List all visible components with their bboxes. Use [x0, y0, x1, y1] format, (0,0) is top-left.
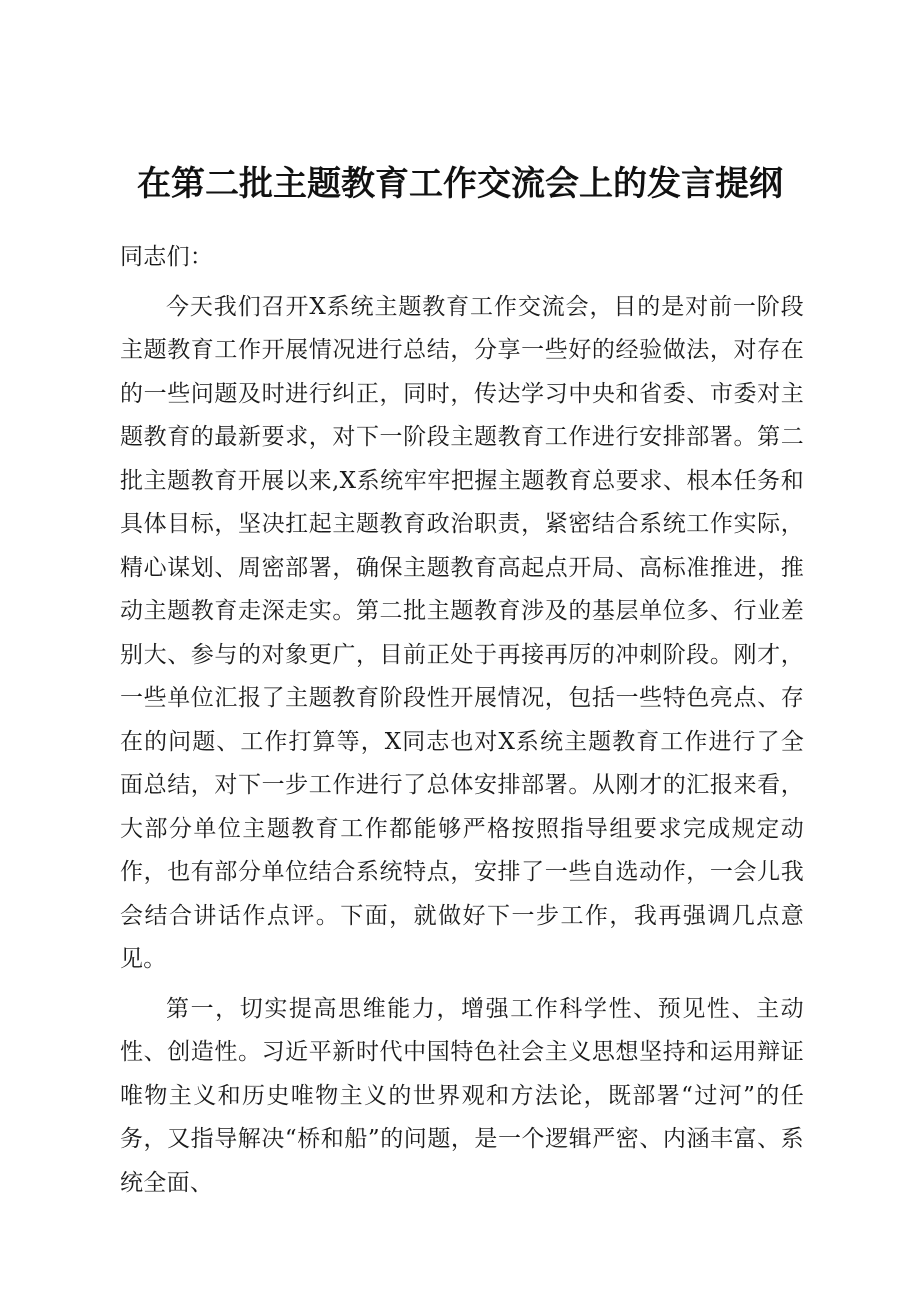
paragraph-2: 第一，切实提高思维能力，增强工作科学性、预见性、主动性、创造性。习近平新时代中国特色社会主义思想坚持和运用辩证唯物主义和历史唯物主义的世界观和方法论，既部署“过河”的任务，又指导解决“桥和船”的问题，是一个逻辑严密、内涵丰富、系统全面、	[120, 995, 804, 1196]
paragraph-1: 今天我们召开X系统主题教育工作交流会，目的是对前一阶段主题教育工作开展情况进行总结，分享一些好的经验做法，对存在的一些问题及时进行纠正，同时，传达学习中央和省委、市委对主题教育的最新要求，对下一阶段主题教育工作进行安排部署。第二批主题教育开展以来,X系统牢牢把握主题教育总要求、根本任务和具体目标，坚决扛起主题教育政治职责，紧密结合系统工作实际，精心谋划、周密部署，确保主题教育高起点开局、高标准推进，推动主题教育走深走实。第二批主题教育涉及的基层单位多、行业差别大、参与的对象更广，目前正处于再接再厉的冲刺阶段。刚才，一些单位汇报了主题教育阶段性开展情况，包括一些特色亮点、存在的问题、工作打算等，X同志也对X系统主题教育工作进行了全面总结，对下一步工作进行了总体安排部署。从刚才的汇报来看，大部分单位主题教育工作都能够严格按照指导组要求完成规定动作，也有部分单位结合系统特点，安排了一些自选动作，一会儿我会结合讲话作点评。下面，就做好下一步工作，我再强调几点意见。	[120, 293, 804, 972]
salutation: 同志们：	[120, 244, 214, 270]
document-body	[120, 236, 804, 1205]
document-title: 在第二批主题教育工作交流会上的发言提纲	[137, 164, 783, 204]
